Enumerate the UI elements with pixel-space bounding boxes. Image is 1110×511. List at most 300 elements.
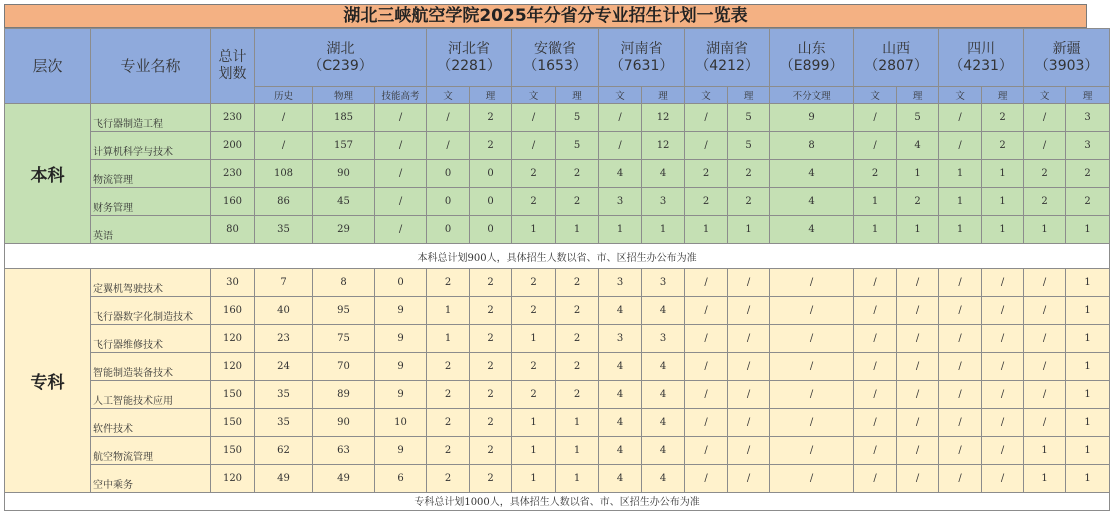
quota-cell: / xyxy=(854,465,897,493)
quota-cell: / xyxy=(1024,104,1066,132)
quota-cell: / xyxy=(897,269,939,297)
quota-cell: 1 xyxy=(982,216,1024,244)
quota-cell: 1 xyxy=(556,465,599,493)
quota-cell: 3 xyxy=(599,188,642,216)
quota-cell: 1 xyxy=(1066,465,1110,493)
quota-cell: 1 xyxy=(982,188,1024,216)
quota-cell: 2 xyxy=(512,381,556,409)
quota-cell: 1 xyxy=(599,216,642,244)
table-row xyxy=(5,132,1110,160)
sub-header-hebei-arts: 文 xyxy=(427,87,470,104)
quota-cell: / xyxy=(685,381,728,409)
quota-cell: 4 xyxy=(642,437,685,465)
quota-cell: 35 xyxy=(255,381,313,409)
quota-cell: / xyxy=(685,132,728,160)
quota-cell: 0 xyxy=(375,269,427,297)
quota-cell: 2 xyxy=(556,188,599,216)
quota-cell: 3 xyxy=(642,269,685,297)
major-total: 120 xyxy=(211,465,255,493)
quota-cell: / xyxy=(939,104,982,132)
sub-header-henan-science: 理 xyxy=(642,87,685,104)
quota-cell: 2 xyxy=(728,188,770,216)
quota-cell: 5 xyxy=(728,132,770,160)
major-total: 230 xyxy=(211,160,255,188)
quota-cell: 2 xyxy=(470,353,512,381)
quota-cell: 3 xyxy=(642,325,685,353)
table-row xyxy=(5,216,1110,244)
quota-cell: 4 xyxy=(642,465,685,493)
quota-cell: 90 xyxy=(313,409,375,437)
quota-cell: / xyxy=(685,409,728,437)
quota-cell: 2 xyxy=(470,465,512,493)
quota-cell: 4 xyxy=(599,437,642,465)
quota-cell: 4 xyxy=(599,409,642,437)
quota-cell: 1 xyxy=(854,216,897,244)
major-total: 160 xyxy=(211,188,255,216)
province-name: 河北省 xyxy=(448,40,491,57)
quota-cell: 3 xyxy=(599,325,642,353)
quota-cell: 12 xyxy=(642,132,685,160)
header-province-henan xyxy=(599,29,685,87)
quota-cell: / xyxy=(1024,297,1066,325)
quota-cell: 75 xyxy=(313,325,375,353)
quota-cell: 3 xyxy=(1066,104,1110,132)
quota-cell: / xyxy=(897,353,939,381)
quota-cell: / xyxy=(854,437,897,465)
quota-cell: / xyxy=(982,325,1024,353)
quota-cell: 9 xyxy=(375,437,427,465)
quota-cell: 95 xyxy=(313,297,375,325)
quota-cell: 1 xyxy=(512,409,556,437)
table-row xyxy=(5,325,1110,353)
province-code: （4231） xyxy=(949,57,1013,74)
header-province-anhui xyxy=(512,29,599,87)
benke-level-label: 本科 xyxy=(5,104,91,244)
province-code: （7631） xyxy=(609,57,674,74)
quota-cell: 5 xyxy=(556,132,599,160)
quota-cell: 2 xyxy=(556,325,599,353)
header-major: 专业名称 xyxy=(91,29,211,104)
quota-cell: / xyxy=(1024,269,1066,297)
quota-cell: 2 xyxy=(556,297,599,325)
quota-cell: 2 xyxy=(512,160,556,188)
quota-cell: 2 xyxy=(470,437,512,465)
quota-cell: 4 xyxy=(642,353,685,381)
quota-cell: / xyxy=(939,269,982,297)
quota-cell: 108 xyxy=(255,160,313,188)
major-name: 软件技术 xyxy=(91,409,211,437)
quota-cell: 4 xyxy=(770,188,854,216)
quota-cell: / xyxy=(685,104,728,132)
quota-cell: 3 xyxy=(1066,132,1110,160)
quota-cell: / xyxy=(375,216,427,244)
major-total: 160 xyxy=(211,297,255,325)
quota-cell: / xyxy=(982,409,1024,437)
table-row xyxy=(5,160,1110,188)
quota-cell: / xyxy=(982,269,1024,297)
major-name: 人工智能技术应用 xyxy=(91,381,211,409)
major-name: 英语 xyxy=(91,216,211,244)
quota-cell: 9 xyxy=(375,297,427,325)
quota-cell: 1 xyxy=(982,160,1024,188)
quota-cell: 4 xyxy=(599,297,642,325)
sub-header-hebei-science: 理 xyxy=(470,87,512,104)
quota-cell: / xyxy=(728,297,770,325)
province-name: 湖北 xyxy=(326,40,355,57)
quota-cell: 62 xyxy=(255,437,313,465)
quota-cell: 2 xyxy=(1066,160,1110,188)
quota-cell: / xyxy=(854,104,897,132)
quota-cell: / xyxy=(685,353,728,381)
major-name: 飞行器制造工程 xyxy=(91,104,211,132)
province-code: （2807） xyxy=(864,57,928,74)
quota-cell: / xyxy=(427,104,470,132)
major-name: 飞行器维修技术 xyxy=(91,325,211,353)
quota-cell: 2 xyxy=(556,353,599,381)
major-total: 30 xyxy=(211,269,255,297)
quota-cell: 1 xyxy=(939,188,982,216)
sub-header-xinjiang-science: 理 xyxy=(1066,87,1110,104)
quota-cell: / xyxy=(375,104,427,132)
quota-cell: / xyxy=(770,353,854,381)
quota-cell: 9 xyxy=(770,104,854,132)
quota-cell: 8 xyxy=(313,269,375,297)
quota-cell: / xyxy=(897,409,939,437)
quota-cell: 1 xyxy=(1024,465,1066,493)
table-row xyxy=(5,437,1110,465)
quota-cell: / xyxy=(939,465,982,493)
header-total-plan xyxy=(211,29,255,104)
header-province-shanxi xyxy=(854,29,939,87)
quota-cell: 2 xyxy=(427,353,470,381)
quota-cell: 2 xyxy=(556,381,599,409)
major-total: 120 xyxy=(211,325,255,353)
major-total: 120 xyxy=(211,353,255,381)
quota-cell: / xyxy=(728,465,770,493)
quota-cell: / xyxy=(982,437,1024,465)
quota-cell: / xyxy=(939,132,982,160)
major-name: 空中乘务 xyxy=(91,465,211,493)
quota-cell: 0 xyxy=(470,188,512,216)
quota-cell: 1 xyxy=(897,160,939,188)
quota-cell: 35 xyxy=(255,216,313,244)
table-row xyxy=(5,297,1110,325)
quota-cell: / xyxy=(770,269,854,297)
quota-cell: 2 xyxy=(427,381,470,409)
major-total: 230 xyxy=(211,104,255,132)
table-row xyxy=(5,353,1110,381)
major-name: 财务管理 xyxy=(91,188,211,216)
zhuanke-level-label: 专科 xyxy=(5,269,91,493)
quota-cell: / xyxy=(897,437,939,465)
quota-cell: 2 xyxy=(427,409,470,437)
quota-cell: / xyxy=(728,325,770,353)
quota-cell: / xyxy=(1024,381,1066,409)
quota-cell: 9 xyxy=(375,353,427,381)
quota-cell: 1 xyxy=(1066,437,1110,465)
quota-cell: 49 xyxy=(255,465,313,493)
zhuanke-section xyxy=(5,269,1110,493)
quota-cell: 2 xyxy=(685,188,728,216)
province-code: （3903） xyxy=(1034,57,1099,74)
sub-header-anhui-arts: 文 xyxy=(512,87,556,104)
quota-cell: / xyxy=(728,409,770,437)
quota-cell: / xyxy=(770,437,854,465)
quota-cell: 1 xyxy=(512,216,556,244)
header-level: 层次 xyxy=(5,29,91,104)
province-code: （1653） xyxy=(523,57,587,74)
province-code: （4212） xyxy=(695,57,759,74)
quota-cell: 3 xyxy=(599,269,642,297)
major-total: 200 xyxy=(211,132,255,160)
major-total: 150 xyxy=(211,409,255,437)
header-province-sichuan xyxy=(939,29,1024,87)
quota-cell: / xyxy=(375,188,427,216)
quota-cell: 2 xyxy=(470,104,512,132)
quota-cell: 24 xyxy=(255,353,313,381)
quota-cell: 40 xyxy=(255,297,313,325)
benke-note-row xyxy=(5,244,1110,269)
quota-cell: 1 xyxy=(556,437,599,465)
major-name: 物流管理 xyxy=(91,160,211,188)
major-name: 航空物流管理 xyxy=(91,437,211,465)
major-total: 150 xyxy=(211,437,255,465)
quota-cell: 49 xyxy=(313,465,375,493)
quota-cell: / xyxy=(854,409,897,437)
quota-cell: 1 xyxy=(685,216,728,244)
quota-cell: 5 xyxy=(897,104,939,132)
quota-cell: 4 xyxy=(642,297,685,325)
quota-cell: / xyxy=(897,381,939,409)
quota-cell: / xyxy=(1024,409,1066,437)
quota-cell: 9 xyxy=(375,325,427,353)
quota-cell: 2 xyxy=(427,465,470,493)
quota-cell: / xyxy=(854,325,897,353)
quota-cell: 5 xyxy=(728,104,770,132)
major-name: 计算机科学与技术 xyxy=(91,132,211,160)
quota-cell: / xyxy=(854,297,897,325)
quota-cell: 5 xyxy=(556,104,599,132)
quota-cell: 63 xyxy=(313,437,375,465)
quota-cell: / xyxy=(728,437,770,465)
quota-cell: / xyxy=(770,297,854,325)
major-name: 智能制造装备技术 xyxy=(91,353,211,381)
quota-cell: 1 xyxy=(1066,216,1110,244)
quota-cell: 7 xyxy=(255,269,313,297)
quota-cell: 2 xyxy=(470,325,512,353)
quota-cell: 1 xyxy=(939,160,982,188)
province-name: 湖南省 xyxy=(706,40,749,57)
quota-cell: 90 xyxy=(313,160,375,188)
quota-cell: 6 xyxy=(375,465,427,493)
quota-cell: 2 xyxy=(470,132,512,160)
quota-cell: 0 xyxy=(427,216,470,244)
sub-header-shandong-all: 不分文理 xyxy=(770,87,854,104)
sub-header-hunan-arts: 文 xyxy=(685,87,728,104)
quota-cell: / xyxy=(1024,325,1066,353)
quota-cell: / xyxy=(685,437,728,465)
quota-cell: 2 xyxy=(470,297,512,325)
quota-cell: 1 xyxy=(427,297,470,325)
quota-cell: 89 xyxy=(313,381,375,409)
header-row-provinces xyxy=(5,29,1110,87)
zhuanke-note: 专科总计划1000人，具体招生人数以省、市、区招生办公布为准 xyxy=(5,493,1110,511)
quota-cell: / xyxy=(375,160,427,188)
quota-cell: 4 xyxy=(642,381,685,409)
quota-cell: 4 xyxy=(770,216,854,244)
quota-cell: 1 xyxy=(1024,216,1066,244)
header-province-hubei xyxy=(255,29,427,87)
quota-cell: 1 xyxy=(556,216,599,244)
quota-cell: 2 xyxy=(685,160,728,188)
quota-cell: / xyxy=(255,132,313,160)
quota-cell: 1 xyxy=(1066,297,1110,325)
quota-cell: 2 xyxy=(556,269,599,297)
quota-cell: 1 xyxy=(556,409,599,437)
major-name: 定翼机驾驶技术 xyxy=(91,269,211,297)
quota-cell: 2 xyxy=(1024,160,1066,188)
quota-cell: 86 xyxy=(255,188,313,216)
quota-cell: 35 xyxy=(255,409,313,437)
sub-header-sichuan-science: 理 xyxy=(982,87,1024,104)
header-province-shandong xyxy=(770,29,854,87)
sub-header-shanxi-science: 理 xyxy=(897,87,939,104)
quota-cell: 185 xyxy=(313,104,375,132)
quota-cell: 4 xyxy=(599,381,642,409)
quota-cell: / xyxy=(685,269,728,297)
quota-cell: 3 xyxy=(642,188,685,216)
quota-cell: / xyxy=(854,353,897,381)
quota-cell: 1 xyxy=(1066,381,1110,409)
zhuanke-note-row xyxy=(5,493,1110,511)
quota-cell: 12 xyxy=(642,104,685,132)
quota-cell: 4 xyxy=(599,160,642,188)
quota-cell: 1 xyxy=(512,325,556,353)
quota-cell: 10 xyxy=(375,409,427,437)
quota-cell: / xyxy=(728,353,770,381)
quota-cell: 2 xyxy=(470,269,512,297)
quota-cell: / xyxy=(770,465,854,493)
quota-cell: 2 xyxy=(512,297,556,325)
quota-cell: / xyxy=(897,325,939,353)
quota-cell: 70 xyxy=(313,353,375,381)
province-name: 四川 xyxy=(967,40,996,57)
major-name: 飞行器数字化制造技术 xyxy=(91,297,211,325)
quota-cell: / xyxy=(728,381,770,409)
quota-cell: / xyxy=(897,297,939,325)
quota-cell: 2 xyxy=(897,188,939,216)
quota-cell: 2 xyxy=(427,437,470,465)
province-code: （E899） xyxy=(779,57,844,74)
quota-cell: 0 xyxy=(427,160,470,188)
quota-cell: 4 xyxy=(642,409,685,437)
sub-header-henan-arts: 文 xyxy=(599,87,642,104)
quota-cell: 4 xyxy=(770,160,854,188)
quota-cell: 4 xyxy=(599,465,642,493)
quota-cell: 0 xyxy=(470,160,512,188)
header-province-hebei xyxy=(427,29,512,87)
quota-cell: / xyxy=(982,465,1024,493)
major-total: 80 xyxy=(211,216,255,244)
quota-cell: / xyxy=(512,132,556,160)
quota-cell: / xyxy=(1024,132,1066,160)
quota-cell: / xyxy=(854,132,897,160)
sub-header-sichuan-arts: 文 xyxy=(939,87,982,104)
quota-cell: 2 xyxy=(470,409,512,437)
sub-header-hunan-science: 理 xyxy=(728,87,770,104)
quota-cell: 8 xyxy=(770,132,854,160)
header-total-line1: 总计 xyxy=(218,49,247,65)
quota-cell: 9 xyxy=(375,381,427,409)
quota-cell: 1 xyxy=(512,465,556,493)
quota-cell: 2 xyxy=(1066,188,1110,216)
quota-cell: / xyxy=(854,269,897,297)
quota-cell: 1 xyxy=(1066,353,1110,381)
quota-cell: / xyxy=(685,465,728,493)
quota-cell: / xyxy=(599,132,642,160)
quota-cell: / xyxy=(685,297,728,325)
quota-cell: / xyxy=(770,409,854,437)
province-name: 山西 xyxy=(882,40,911,57)
quota-cell: / xyxy=(685,325,728,353)
quota-cell: / xyxy=(982,353,1024,381)
quota-cell: 23 xyxy=(255,325,313,353)
enrollment-plan-table xyxy=(4,28,1110,511)
province-name: 河南省 xyxy=(620,40,663,57)
quota-cell: / xyxy=(427,132,470,160)
sub-header-xinjiang-arts: 文 xyxy=(1024,87,1066,104)
quota-cell: / xyxy=(770,381,854,409)
quota-cell: / xyxy=(939,409,982,437)
quota-cell: / xyxy=(512,104,556,132)
sub-header-shanxi-arts: 文 xyxy=(854,87,897,104)
quota-cell: 1 xyxy=(897,216,939,244)
quota-cell: 29 xyxy=(313,216,375,244)
quota-cell: 1 xyxy=(642,216,685,244)
quota-cell: / xyxy=(939,325,982,353)
quota-cell: 2 xyxy=(512,188,556,216)
sub-header-hubei-physics: 物理 xyxy=(313,87,375,104)
quota-cell: / xyxy=(1024,353,1066,381)
quota-cell: 1 xyxy=(1066,325,1110,353)
quota-cell: / xyxy=(939,381,982,409)
quota-cell: / xyxy=(982,381,1024,409)
province-code: （C239） xyxy=(308,57,373,74)
quota-cell: / xyxy=(939,353,982,381)
quota-cell: / xyxy=(982,297,1024,325)
province-code: （2281） xyxy=(437,57,501,74)
quota-cell: 1 xyxy=(1066,269,1110,297)
quota-cell: 157 xyxy=(313,132,375,160)
sub-header-hubei-skills: 技能高考 xyxy=(375,87,427,104)
province-name: 安徽省 xyxy=(534,40,577,57)
quota-cell: 1 xyxy=(939,216,982,244)
quota-cell: / xyxy=(375,132,427,160)
quota-cell: 4 xyxy=(599,353,642,381)
quota-cell: / xyxy=(939,297,982,325)
quota-cell: / xyxy=(255,104,313,132)
quota-cell: / xyxy=(599,104,642,132)
table-row xyxy=(5,465,1110,493)
quota-cell: 1 xyxy=(854,188,897,216)
sub-header-hubei-history: 历史 xyxy=(255,87,313,104)
benke-section xyxy=(5,104,1110,244)
quota-cell: 2 xyxy=(512,269,556,297)
quota-cell: 2 xyxy=(1024,188,1066,216)
quota-cell: / xyxy=(939,437,982,465)
sub-header-anhui-science: 理 xyxy=(556,87,599,104)
page-title: 湖北三峡航空学院2025年分省分专业招生计划一览表 xyxy=(4,4,1087,28)
